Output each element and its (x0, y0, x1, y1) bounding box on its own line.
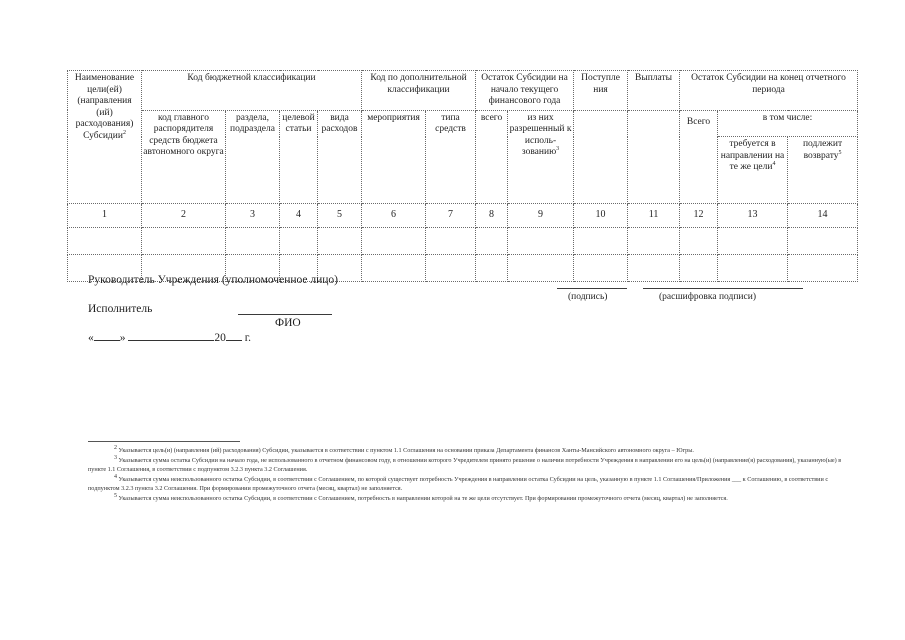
header-receipts-cont (574, 110, 628, 203)
empty-data-row (68, 228, 858, 255)
column-number: 12 (680, 204, 718, 228)
header-row-2 (68, 110, 858, 136)
footnote: $^5$ Указывается сумма неиспользованного остатка Субсидии, в соответствии с Соглашением, потребность в направлении которой на те же цели отсутствует. При формировании промежуточного отчета (месяц, квартал) не заполняется. (114, 492, 728, 502)
executor-line (238, 314, 332, 315)
header-main-manager: код главного распорядителя средств бюджета автономного округа (142, 110, 226, 203)
column-number: 1 (68, 204, 142, 228)
header-section: раздела, подраздела (226, 110, 280, 203)
signature-line (557, 288, 627, 289)
header-extra-code: Код по дополнительной классификации (362, 71, 476, 111)
date-year-blank (226, 331, 242, 341)
column-number: 11 (628, 204, 680, 228)
header-to-return: подлежит возврату$^5$ (788, 137, 858, 204)
header-including: в том числе: (718, 110, 858, 136)
date-quote-open: « (88, 332, 94, 344)
footnotes (88, 444, 858, 505)
date-month-blank (128, 331, 214, 341)
header-target-article: целевой статьи (280, 110, 318, 203)
header-allowed: из них разрешенный к исполь-зованию$^3$ (508, 110, 574, 203)
footnote: $^4$ Указывается сумма неиспользованного остатка Субсидии, в соответствии с Соглашением, по которой существует потребность Учреждения в направлении остатка Субсидии на цель, указанную в пункте 1.1 Соглашения/Приложения ___ к Соглашению, в соответствии с подпунктом 3.2.3 пункта 3.2 Соглашения. При формировании промежуточного отчета (месяц, квартал) не заполняется. (88, 473, 829, 492)
header-total: Всего (680, 110, 718, 203)
header-expense-type: вида расходов (318, 110, 362, 203)
header-receipts: Поступле ния (574, 71, 628, 111)
header-required: требуется в направлении на те же цели$^4$ (718, 137, 788, 204)
header-measure: мероприятия (362, 110, 426, 203)
signature-caption: (подпись) (568, 292, 608, 302)
decoding-line (643, 288, 803, 289)
date-quote-close: » (119, 332, 126, 344)
date-field (88, 331, 251, 344)
date-day-blank (94, 331, 120, 341)
column-number: 3 (226, 204, 280, 228)
header-balance-start: Остаток Субсидии на начало текущего финансового года (476, 71, 574, 111)
head-signature-label: Руководитель Учреждения (уполномоченное лицо) (88, 274, 338, 286)
fio-caption: ФИО (275, 317, 301, 329)
column-number: 8 (476, 204, 508, 228)
subsidy-report-table (67, 70, 858, 282)
column-number: 6 (362, 204, 426, 228)
column-number-row (68, 204, 858, 228)
header-payments-cont (628, 110, 680, 203)
date-year-suffix: г. (244, 332, 252, 344)
header-all: всего (476, 110, 508, 203)
header-subsidy-type: типа средств (426, 110, 476, 203)
header-balance-end: Остаток Субсидии на конец отчетного периода (680, 71, 858, 111)
column-number: 10 (574, 204, 628, 228)
decoding-caption: (расшифровка подписи) (659, 292, 756, 302)
footnote: $^3$ Указывается сумма остатка Субсидии на начало года, не использованного в отчетном финансовом году, в отношении которого Учредителем принято решение о наличии потребности Учреждения в направлении его на цель(и) (направление(я) расходования), указанную(ые) в пункте 1.1 Соглашения, в соответствии с подпунктом 3.2.3 пункта 3.2 Соглашения. (88, 454, 842, 473)
header-subsidy-name: Наименование цели(ей) (направления (ий) расходования) Субсидии$^2$ (68, 71, 142, 204)
column-number: 13 (718, 204, 788, 228)
header-row-1 (68, 71, 858, 111)
header-payments: Выплаты (628, 71, 680, 111)
column-number: 5 (318, 204, 362, 228)
executor-label: Исполнитель (88, 303, 153, 315)
header-budget-code: Код бюджетной классификации (142, 71, 362, 111)
footnote-separator (88, 441, 240, 442)
column-number: 9 (508, 204, 574, 228)
column-number: 7 (426, 204, 476, 228)
date-year-prefix: 20 (214, 332, 226, 344)
column-number: 2 (142, 204, 226, 228)
footnote: $^2$ Указывается цель(и) (направления (ий) расходования) Субсидии, указывается в соответствии с пунктом 1.1 Соглашения на основании приказа Департамента финансов Ханты-Мансийского автономного округа – Югры. (114, 444, 694, 454)
column-number: 14 (788, 204, 858, 228)
column-number: 4 (280, 204, 318, 228)
